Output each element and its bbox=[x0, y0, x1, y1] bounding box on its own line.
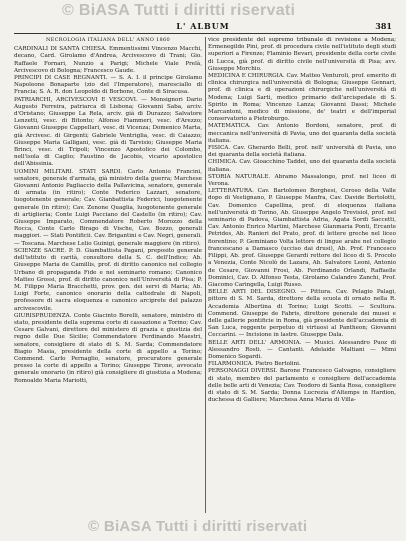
paragraph: BELLE ARTI DEL DISEGNO. — Pittura. Cav. Pelagio Palagi, pittore di S. M. Sarda, direttore della scuola di ornato nella R. Accademia Albertina di Torino; Luigi Scotti. — Scultura. Commend. Giuseppe de Fabris, direttore generale dei musei e delle gallerie pontificie in Roma, già presidente dell'accademia di San Luca, reggente perpetuo di virtuosi al Pantheon; Giovanni Ceccarini. — Incisione in lastre. Giuseppe Dala. bbox=[208, 289, 396, 339]
column-divider bbox=[205, 37, 206, 513]
paragraph: BELLE ARTI DELL' ARMONIA. — Musici. Alessandro Puoz di Alessandro Rosti. — Cantanti. Adelaide Maltiani — Mimi Domenico Sogardi. bbox=[208, 339, 396, 360]
paragraph: PRINCIPI DI CASE REGNANTI. — S. A. I. il principe Girolamo Napoleone Bonaparte (zio del l'Imperatore), maresciallo di Francia; S. A. R. don Leopoldo di Borbone, Conte di Siracusa. bbox=[14, 75, 202, 96]
paragraph: PATRIARCHI, ARCIVESCOVI E VESCOVI. — Monsignori Dario Augusto Ferreira, patriarca di Lisbona; Giovanni Saba, arciv. d'Oristano; Giuseppe La Rela, arciv. già di Durazzo; Salvatore Lenzetti, vesc. di Bitonto; Alfonso Fiammeri, vesc. d'Arezzo; Giovanni Giuseppe Cappellari, vesc. di Vicenza; Domenico Marta, già Arcivesc. di Girgenti; Gabriele Ventriglia, vesc. di Caiazzo; Giuseppe Maria Galligani, vesc. già di Tarvisio; Giuseppe Maria Brinci, vesc. di Tripoli; Vincenzo Apostolico dei Colombo, nell'isola di Caglio; Faustino de Jacobis, vicario apostolico dell'Abissinia. bbox=[14, 96, 202, 168]
paragraph: LETTERATURA. Cav. Bartolomeo Borghesi, Ceroso della Valle dopo di Vestignano, P. Giuseppe Manfra, Cav. Davide Bertolotti, Cav. Domenico Capellina, prof. di eloquenza italiana nell'università di Torino, Ab. Giuseppe Angelo Trevisiol, prof. nel seminario di Padova, Giambattista Adria, Agata Sordi Saccetti, Cav. Antonio Enrico Martini, Marchese Gianmaria Ponti, Ercante Petrides, Ab. Ranieri del Prato, prof. di lettere greche nel liceo fiorentino; P. Geminiano Volta lettore di lingue arabe nel collegio francescano a Damasco (ucciso dai drusi), Ab. Prof. Francesco Filippi, Ab. prof. Giuseppe Gerardi rettore del liceo di S. Procolo a Venezia, Conte Nicolò de Lazara, Ab. Salvatore Leoni, Antonio de Cesare, Giovanni Frosi, Ab. Ferdinando Orlandi, Raffaelle Dominici, Cav. D. Alfonso Testa, Girolamo Calandro Zanchi, Prof. Giacomo Caringella, Luigi Russo. bbox=[208, 188, 396, 288]
page-title: L' ALBUM bbox=[176, 21, 230, 31]
paragraph: SCIENZE SACRE. P. D. Giambattista Pagani, preposito generale dell'istituto di carità, consultore della S. C. dell'Indice; Ab. Giuseppe Maria de Camillis, prof. di diritto canonico nel collegio Urbano di propaganda Fide e nel seminario romano; Canonico Matteo Grossi, prof. di diritto canonico nell'Università di Pisa; P. M. Filippo Maria Bracchetti, prov. gen. dei servi di Maria; Ab. Luigi Forte, canonico onorario della cattedrale di Napoli, professore di sacra eloquenza e canonico arciprete del palazzo arcivescovile. bbox=[14, 247, 202, 312]
paragraph: vice presidente del supremo tribunale di revisione a Modena; Ermenegildo Pini, prof. di procedura civile nell'istituto degli studi superiori a Firenze; Flaminio Bevari, presidente della corte civile di Lucca, già prof. di diritto civile nell'università di Pisa; avv. Giuseppe Morchio. bbox=[208, 37, 396, 72]
watermark-top: © BiASA Tutti i diritti riservati bbox=[62, 2, 296, 19]
paragraph: PERSONAGGI DIVERSI. Barone Francesco Galvagno, consigliere di stato, membro del parlamento e consigliere dell'accademia delle belle arti di Venezia; Cav. Teodoro di Santa Rosa, consigliere di stato di S. M. Sarda; Donna Lucrezia d'Altemps in Hardion, duchessa di Galliere; Marchesa Anna Maria di Villa- bbox=[208, 368, 396, 404]
header-rule bbox=[14, 33, 392, 34]
paragraph: FISICA. Cav. Gherardo Belli, prof. nell' università di Pavia, uno dei quaranta della società italiana. bbox=[208, 145, 396, 159]
paragraph: CARDINALI DI SANTA CHIESA. Emmentissimi Vincenzo Macchi, decano, Card. Girolamo d'Andrea, Arcivescovo di Trani; Gio. Raffaele Fornari, Nunzio a Parigi; Michele Viale Prelà, Arcivescovo di Bologna; Francesco Gaude. bbox=[14, 46, 202, 74]
page-number: 381 bbox=[375, 21, 392, 31]
paragraph: GIURISPRUDENZA. Conte Giacinto Borelli, senatore, ministro di stato, presidente della suprema corte di cassazione a Torino; Cav. Cesare Galvani, direttore del ministero di grazia e giustizia del regno delle Due Sicilie; Commendatore Ferdinando Maestri, senatore, consigliere di stato di S. M. Sarda; Commendatore Biagio Masia, presidente della corte di appello a Torino; Commend. Carlo Pernaglio, senatore, procuratore generale presso la corte di appello a Torino; Giuseppe Tirone, avvocato generale onorario (in ritiro) già consigliere di giustizia a Modena; Romoaldo Maria Mariotti, bbox=[14, 312, 202, 384]
watermark-bottom: © BiASA Tutti i diritti riservati bbox=[88, 518, 308, 535]
right-column bbox=[208, 37, 396, 515]
paragraph: MATEMATICA. Cav. Antonio Bordoni, senatore, prof. di meccanica nell'università di Pavia, uno dei quaranta della società italiana. bbox=[208, 123, 396, 144]
paragraph: FILARMONICA. Pietro Bertolini. bbox=[208, 361, 301, 368]
paragraph: UOMINI MILITARI. STATI SARDI. Carlo Antonio Francini, senatore, generale d'armata, già ministro della guerra; Marchese Giovanni Antonio Pagliaccio della Pallavicina, senatore, generale di armata (in ritiro); Conte Federico Lazzari, senatore, luogotenente generale; Cav. Gianbattista Federici, luogotenente generale (in ritiro); Cav. Zenone Quaglia, luogotenente generale di artiglieria; Conte Luigi Pacciano del Castello (in ritiro); Cav. Giuseppe Imparato, Commendatore Roberto Morozzo della Rocca, Conte Carlo Birago di Vische, Cav. Bozzo, generali maggiori. — Stati Pontificii. Cav. Brigantini e Cav. Negri, generali. — Toscana. Marchese Lelio Guinigi, generale maggiore (in ritiro). bbox=[14, 168, 202, 247]
column-heading: NECROLOGIA ITALIANA DELL' ANNO 1860 bbox=[46, 37, 170, 43]
left-column bbox=[14, 37, 202, 515]
paragraph: MEDICINA E CHIRURGIA. Cav. Matteo Venturoli, prof. emerito di clinica chirurgica nell'università di Bologna; Giuseppe Gennari, prof. di clinica e di operazioni chirurgiche nell'università di Modena; Luigi Sarti, medico primario dell'arcispedale di S. Spirito in Roma; Vincenzo Lanza; Giovanni Dassi; Michele Marcantoni, medico di missione, de' teatri e dell'imperial conservatorio a Pietroburgo. bbox=[208, 73, 396, 123]
paragraph: CHIMICA. Cav. Gioacchino Taddei, uno dei quaranta della società italiana. bbox=[208, 159, 396, 173]
paragraph: STORIA NATURALE. Abramo Massalongo, prof. nel liceo di Verona. bbox=[208, 173, 396, 188]
page-header bbox=[10, 21, 396, 33]
